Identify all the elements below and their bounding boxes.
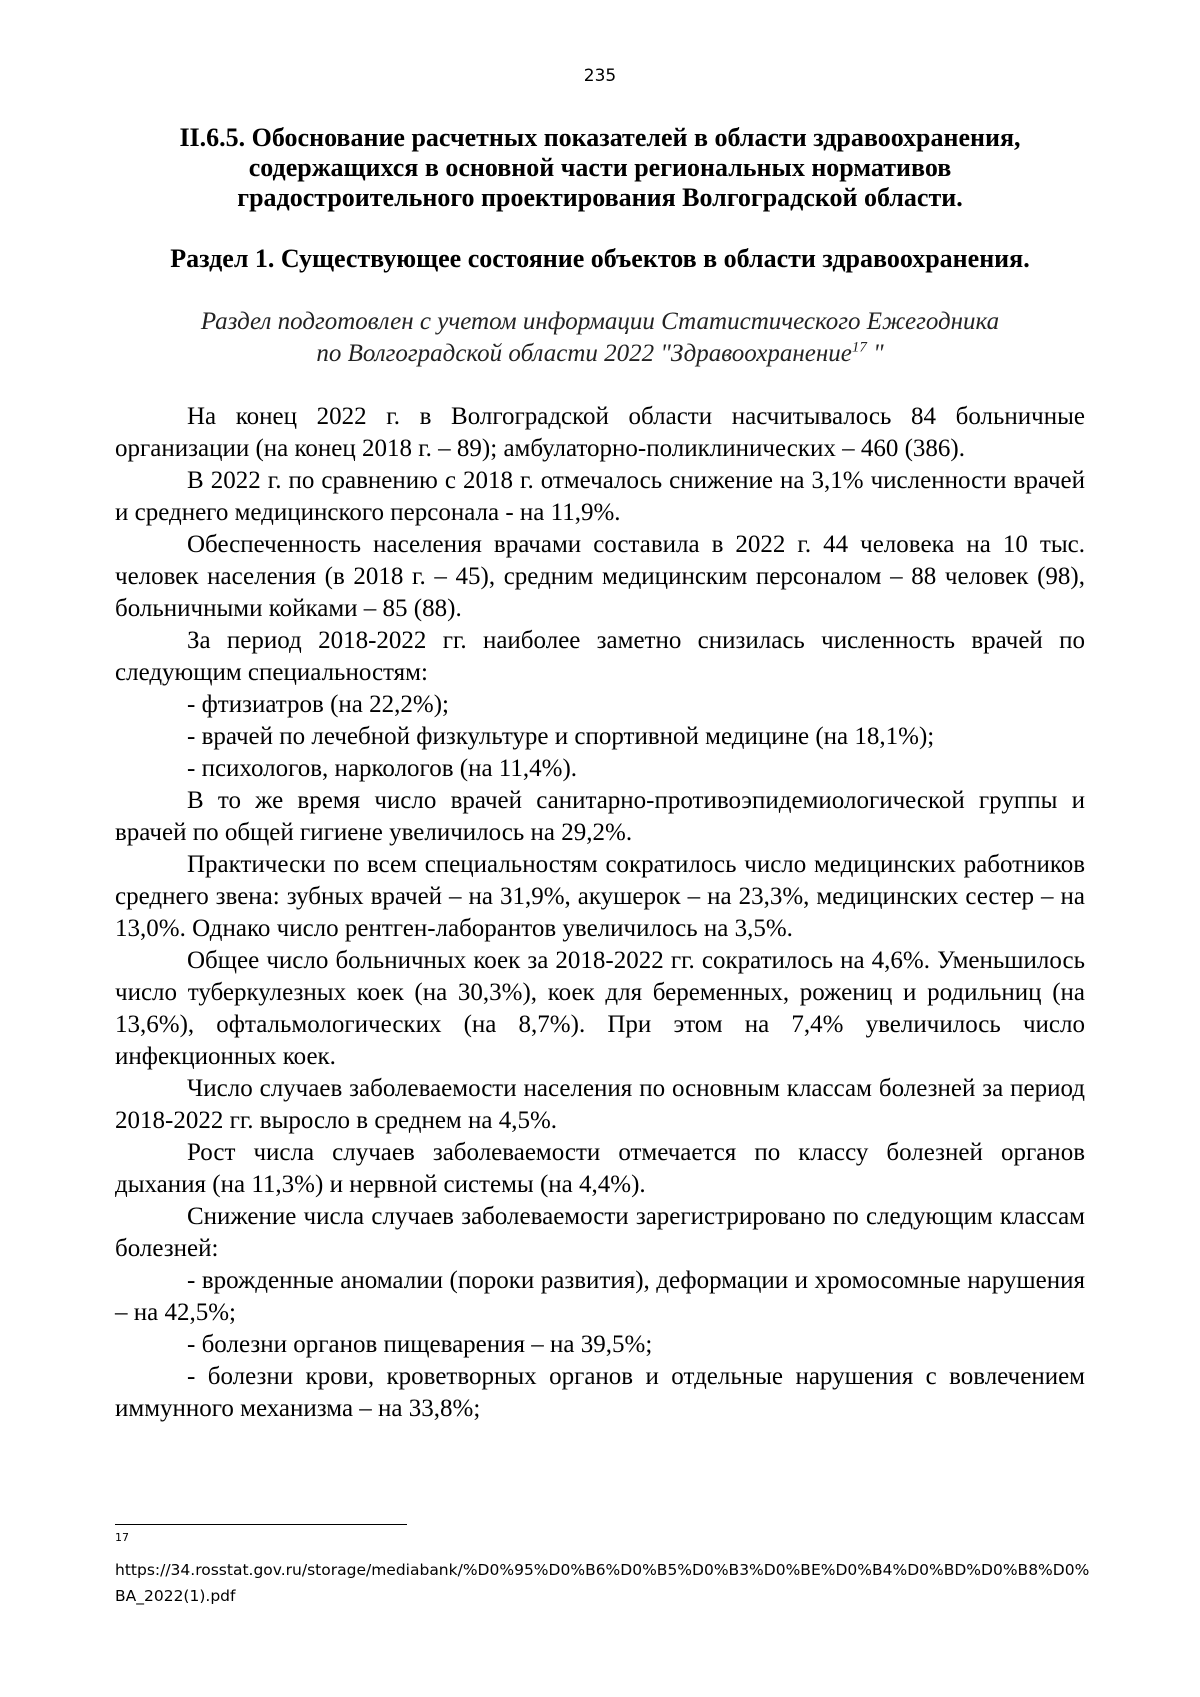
list-item: - фтизиатров (на 22,2%);	[187, 691, 449, 718]
body-text	[115, 401, 1085, 1425]
paragraph: В то же время число врачей санитарно-противоэпидемиологической группы и врачей по общей гигиене увеличилось на 29,2%.	[115, 787, 1085, 846]
page-number: 235	[583, 66, 617, 86]
list-item: - болезни органов пищеварения – на 39,5%;	[187, 1331, 653, 1358]
paragraph: Практически по всем специальностям сократилось число медицинских работников среднего звена: зубных врачей – на 31,9%, акушерок – на 23,3%, медицинских сестер – на 13,0%. Однако число рентген-лаборантов увеличилось на 3,5%.	[115, 851, 1085, 942]
list-item: - врачей по лечебной физкультуре и спортивной медицине (на 18,1%);	[187, 723, 935, 750]
footnote-reference[interactable]: 17	[851, 339, 867, 356]
footnote-number: 17	[115, 1531, 129, 1544]
footnote-divider	[115, 1524, 407, 1525]
document-heading: II.6.5. Обоснование расчетных показателей в области здравоохранения, содержащихся в основной части региональных нормативов градостроительного проектирования Волгоградской области.	[179, 123, 1021, 212]
paragraph: Обеспеченность населения врачами составила в 2022 г. 44 человека на 10 тыс. человек населения (в 2018 г. – 45), средним медицинским персоналом – 88 человек (98), больничными койками – 85 (88).	[115, 531, 1085, 622]
list-item: - болезни крови, кроветворных органов и отдельные нарушения с вовлечением иммунного механизма – на 33,8%;	[115, 1363, 1085, 1422]
paragraph: За период 2018-2022 гг. наиболее заметно снизилась численность врачей по следующим специальностям:	[115, 627, 1085, 686]
paragraph: В 2022 г. по сравнению с 2018 г. отмечалось снижение на 3,1% численности врачей и среднего медицинского персонала - на 11,9%.	[115, 467, 1085, 526]
subtitle-line-2-text: по Волгоградской области 2022 "Здравоохранение	[316, 340, 852, 367]
paragraph: Рост числа случаев заболеваемости отмечается по классу болезней органов дыхания (на 11,3%) и нервной системы (на 4,4%).	[115, 1139, 1085, 1198]
section-title: Раздел 1. Существующее состояние объектов в области здравоохранения.	[170, 244, 1030, 273]
subtitle-line-1: Раздел подготовлен с учетом информации Статистического Ежегодника	[200, 308, 1000, 335]
subtitle-line-2-end: "	[866, 340, 884, 367]
paragraph: Снижение числа случаев заболеваемости зарегистрировано по следующим классам болезней:	[115, 1203, 1085, 1262]
paragraph: На конец 2022 г. в Волгоградской области насчитывалось 84 больничные организации (на конец 2018 г. – 89); амбулаторно-поликлинических – 460 (386).	[115, 403, 1085, 462]
list-item: - психологов, наркологов (на 11,4%).	[187, 755, 578, 782]
paragraph: Общее число больничных коек за 2018-2022 гг. сократилось на 4,6%. Уменьшилось число туберкулезных коек (на 30,3%), коек для беременных, рожениц и родильниц (на 13,6%), офтальмологических (на 8,7%). При этом на 7,4% увеличилось число инфекционных коек.	[115, 947, 1085, 1070]
list-item: - врожденные аномалии (пороки развития), деформации и хромосомные нарушения – на 42,5%;	[115, 1267, 1085, 1326]
footnote-link[interactable]: https://34.rosstat.gov.ru/storage/mediabank/%D0%95%D0%B6%D0%B5%D0%B3%D0%BE%D0%B4%D0%BD%D0%B8%D0%BA_2022(1).pdf	[115, 1561, 1090, 1605]
section-subtitle	[140, 306, 1060, 370]
paragraph: Число случаев заболеваемости населения по основным классам болезней за период 2018-2022 гг. выросло в среднем на 4,5%.	[115, 1075, 1085, 1134]
subtitle-line-2	[140, 338, 1060, 370]
